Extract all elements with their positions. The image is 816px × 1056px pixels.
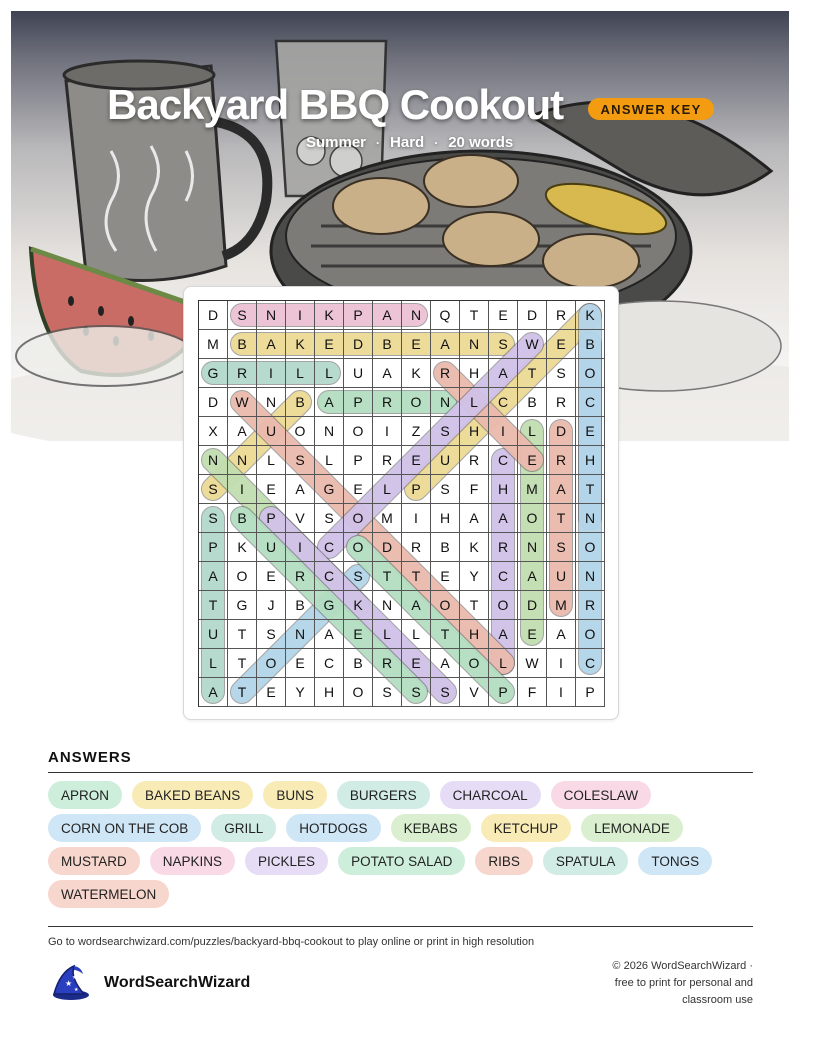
grid-cell[interactable]: O	[344, 533, 373, 562]
grid-cell[interactable]: R	[431, 359, 460, 388]
grid-cell[interactable]: I	[489, 417, 518, 446]
grid-cell[interactable]: L	[518, 417, 547, 446]
grid-cell[interactable]: S	[489, 330, 518, 359]
grid-cell[interactable]: S	[286, 446, 315, 475]
grid-cell[interactable]: D	[373, 533, 402, 562]
grid-cell[interactable]: T	[460, 591, 489, 620]
grid-cell[interactable]: X	[199, 417, 228, 446]
grid-cell[interactable]: H	[489, 475, 518, 504]
grid-cell[interactable]: A	[518, 562, 547, 591]
grid-cell[interactable]: N	[576, 562, 605, 591]
grid-cell[interactable]: B	[286, 388, 315, 417]
grid-cell[interactable]: C	[315, 649, 344, 678]
grid-cell[interactable]: G	[315, 591, 344, 620]
grid-cell[interactable]: P	[489, 678, 518, 707]
grid-cell[interactable]: K	[286, 330, 315, 359]
grid-cell[interactable]: N	[373, 591, 402, 620]
grid-cell[interactable]: R	[547, 446, 576, 475]
grid-cell[interactable]: W	[518, 330, 547, 359]
grid-cell[interactable]: S	[257, 620, 286, 649]
grid-cell[interactable]: L	[489, 649, 518, 678]
grid-cell[interactable]: U	[257, 533, 286, 562]
grid-cell[interactable]: A	[315, 620, 344, 649]
answers-list	[48, 781, 758, 908]
svg-text:★: ★	[74, 987, 79, 993]
grid-cell[interactable]: U	[199, 620, 228, 649]
grid-cell[interactable]: A	[199, 562, 228, 591]
grid-cell[interactable]: R	[228, 359, 257, 388]
grid-cell[interactable]: F	[460, 475, 489, 504]
meta-separator: ·	[434, 135, 439, 150]
word-count-label: 20 words	[448, 134, 514, 151]
grid-cell[interactable]: J	[257, 591, 286, 620]
grid-cell[interactable]: T	[373, 562, 402, 591]
grid-cell[interactable]: G	[315, 475, 344, 504]
grid-cell[interactable]: T	[228, 620, 257, 649]
grid-cell[interactable]: A	[489, 620, 518, 649]
answer-chip[interactable]: GRILL	[211, 814, 276, 842]
grid-cell[interactable]: A	[489, 504, 518, 533]
grid-cell[interactable]: B	[286, 591, 315, 620]
grid-cell[interactable]: T	[199, 591, 228, 620]
puzzle-title: Backyard BBQ Cookout	[107, 81, 564, 128]
grid-cell[interactable]: I	[257, 359, 286, 388]
grid-cell[interactable]: N	[518, 533, 547, 562]
grid-cell[interactable]: E	[518, 620, 547, 649]
difficulty-label: Hard	[390, 134, 425, 151]
grid-cell[interactable]: S	[431, 475, 460, 504]
play-online-link[interactable]: Go to wordsearchwizard.com/puzzles/backyard-bbq-cookout to play online or print in high resolution	[48, 936, 535, 948]
grid-cell[interactable]: R	[576, 591, 605, 620]
grid-cell[interactable]: E	[402, 330, 431, 359]
grid-cell[interactable]: C	[489, 446, 518, 475]
grid-cell[interactable]: N	[431, 388, 460, 417]
grid-cell[interactable]: B	[228, 504, 257, 533]
answer-chip[interactable]: HOTDOGS	[286, 814, 380, 842]
answer-chip[interactable]: KETCHUP	[481, 814, 572, 842]
copyright	[583, 958, 753, 1009]
grid-cell[interactable]: H	[460, 359, 489, 388]
grid-cell[interactable]: O	[344, 678, 373, 707]
grid-cell[interactable]: K	[460, 533, 489, 562]
grid-cell[interactable]: O	[460, 649, 489, 678]
grid-cell[interactable]: R	[373, 649, 402, 678]
grid-cell[interactable]: U	[344, 359, 373, 388]
grid-cell[interactable]: L	[373, 620, 402, 649]
grid-cell[interactable]: A	[373, 359, 402, 388]
grid-cell[interactable]: E	[257, 475, 286, 504]
grid-cell[interactable]: T	[228, 649, 257, 678]
grid-cell[interactable]: C	[315, 533, 344, 562]
grid-cell[interactable]: M	[373, 504, 402, 533]
grid-cell[interactable]: D	[518, 591, 547, 620]
grid-cell[interactable]: A	[315, 388, 344, 417]
answer-chip[interactable]: TONGS	[638, 847, 712, 875]
grid-cell[interactable]: D	[518, 301, 547, 330]
grid-cell[interactable]: E	[431, 562, 460, 591]
brand[interactable]	[48, 964, 250, 1002]
puzzle-meta	[306, 134, 513, 151]
grid-cell[interactable]: B	[518, 388, 547, 417]
grid-cell[interactable]: S	[402, 678, 431, 707]
grid-cell[interactable]: E	[402, 446, 431, 475]
grid-cell[interactable]: R	[373, 446, 402, 475]
svg-text:★: ★	[65, 979, 73, 988]
grid-cell[interactable]: S	[431, 417, 460, 446]
grid-cell[interactable]: I	[228, 475, 257, 504]
answer-chip[interactable]: CORN ON THE COB	[48, 814, 201, 842]
answer-key-badge: ANSWER KEY	[588, 98, 714, 120]
grid-cell[interactable]: Y	[460, 562, 489, 591]
grid-cell[interactable]: L	[286, 359, 315, 388]
copyright-line: free to print for personal and	[614, 977, 753, 989]
grid-cell[interactable]: D	[547, 417, 576, 446]
grid-cell[interactable]: Y	[286, 678, 315, 707]
meta-separator: ·	[376, 135, 381, 150]
grid-cell[interactable]: I	[286, 533, 315, 562]
grid-cell[interactable]: T	[402, 562, 431, 591]
grid-cell[interactable]: N	[228, 446, 257, 475]
grid-cell[interactable]: C	[576, 388, 605, 417]
grid-cell[interactable]: S	[547, 533, 576, 562]
grid-cell[interactable]: A	[460, 504, 489, 533]
grid-cell[interactable]: S	[373, 678, 402, 707]
grid-cell[interactable]: S	[431, 678, 460, 707]
grid-cell[interactable]: B	[344, 649, 373, 678]
grid-cell[interactable]: L	[257, 446, 286, 475]
grid-cell[interactable]: I	[286, 301, 315, 330]
puzzle-card	[183, 286, 619, 720]
grid-cell[interactable]: L	[315, 359, 344, 388]
answer-chip[interactable]: PICKLES	[245, 847, 328, 875]
grid-cell[interactable]: A	[489, 359, 518, 388]
grid-cell[interactable]: E	[576, 417, 605, 446]
grid-cell[interactable]: O	[228, 562, 257, 591]
grid-cell[interactable]: B	[228, 330, 257, 359]
grid-cell[interactable]: O	[518, 504, 547, 533]
grid-cell[interactable]: O	[576, 533, 605, 562]
grid-cell[interactable]: T	[518, 359, 547, 388]
grid-cell[interactable]: S	[315, 504, 344, 533]
brand-name: WordSearchWizard	[104, 974, 251, 991]
grid-cell[interactable]: K	[576, 301, 605, 330]
grid-cell[interactable]: I	[547, 678, 576, 707]
letter-grid	[198, 300, 605, 707]
grid-cell[interactable]: H	[460, 417, 489, 446]
grid-cell[interactable]: G	[199, 359, 228, 388]
grid-cell[interactable]: T	[228, 678, 257, 707]
grid-cell[interactable]: E	[286, 649, 315, 678]
grid-cell[interactable]: B	[576, 330, 605, 359]
grid-cell[interactable]: E	[344, 620, 373, 649]
grid-cell[interactable]: I	[373, 417, 402, 446]
grid-cell[interactable]: E	[489, 301, 518, 330]
grid-cell[interactable]: C	[489, 562, 518, 591]
grid-cell[interactable]: E	[518, 446, 547, 475]
grid-cell[interactable]: I	[402, 504, 431, 533]
grid-cell[interactable]: P	[344, 301, 373, 330]
theme-label: Summer	[306, 134, 367, 151]
grid-cell[interactable]: N	[460, 330, 489, 359]
grid-cell[interactable]: E	[257, 678, 286, 707]
grid-cell[interactable]: A	[547, 620, 576, 649]
answer-chip[interactable]: WATERMELON	[48, 880, 169, 908]
svg-text:★: ★	[72, 974, 78, 981]
grid-cell[interactable]: A	[402, 591, 431, 620]
grid-cell[interactable]: T	[547, 504, 576, 533]
grid-cell[interactable]: T	[576, 475, 605, 504]
grid-cell[interactable]: A	[547, 475, 576, 504]
answer-chip[interactable]: RIBS	[475, 847, 533, 875]
grid-cell[interactable]: P	[257, 504, 286, 533]
answer-chip[interactable]: LEMONADE	[581, 814, 683, 842]
grid-cell[interactable]: W	[228, 388, 257, 417]
grid-cell[interactable]: S	[199, 504, 228, 533]
grid-cell[interactable]: K	[228, 533, 257, 562]
grid-cell[interactable]: T	[431, 620, 460, 649]
grid-cell[interactable]: A	[286, 475, 315, 504]
grid-cell[interactable]: A	[431, 330, 460, 359]
grid-cell[interactable]: M	[547, 591, 576, 620]
grid-cell[interactable]: N	[402, 301, 431, 330]
grid-cell[interactable]: S	[199, 475, 228, 504]
grid-cell[interactable]: L	[460, 388, 489, 417]
answer-chip[interactable]: POTATO SALAD	[338, 847, 465, 875]
answer-chip[interactable]: BURGERS	[337, 781, 430, 809]
grid-cell[interactable]: O	[431, 591, 460, 620]
grid-cell[interactable]: H	[460, 620, 489, 649]
grid-cell[interactable]: N	[257, 301, 286, 330]
grid-cell[interactable]: B	[431, 533, 460, 562]
grid-cell[interactable]: V	[460, 678, 489, 707]
grid-cell[interactable]: W	[518, 649, 547, 678]
grid-cell[interactable]: D	[199, 388, 228, 417]
grid-cell[interactable]: B	[373, 330, 402, 359]
wizard-hat-icon	[48, 964, 90, 1002]
grid-cell[interactable]: O	[489, 591, 518, 620]
grid-cell[interactable]: A	[228, 417, 257, 446]
grid-cell[interactable]: K	[402, 359, 431, 388]
copyright-line: © 2026 WordSearchWizard ·	[612, 960, 753, 972]
grid-cell[interactable]: A	[373, 301, 402, 330]
grid-cell[interactable]: N	[286, 620, 315, 649]
grid-cell[interactable]: D	[199, 301, 228, 330]
grid-cell[interactable]: N	[576, 504, 605, 533]
grid-cell[interactable]: F	[518, 678, 547, 707]
grid-cell[interactable]: K	[344, 591, 373, 620]
grid-cell[interactable]: N	[315, 417, 344, 446]
grid-cell[interactable]: R	[547, 301, 576, 330]
grid-cell[interactable]: C	[315, 562, 344, 591]
grid-cell[interactable]: E	[257, 562, 286, 591]
grid-cell[interactable]: R	[402, 533, 431, 562]
grid-cell[interactable]: R	[460, 446, 489, 475]
grid-cell[interactable]: Q	[431, 301, 460, 330]
grid-cell[interactable]: P	[344, 388, 373, 417]
grid-cell[interactable]: K	[315, 301, 344, 330]
answers-heading: ANSWERS	[48, 749, 132, 766]
answer-chip[interactable]: BUNS	[263, 781, 327, 809]
grid-cell[interactable]: P	[576, 678, 605, 707]
grid-cell[interactable]: L	[199, 649, 228, 678]
grid-cell[interactable]: U	[431, 446, 460, 475]
grid-cell[interactable]: H	[315, 678, 344, 707]
grid-cell[interactable]: M	[199, 330, 228, 359]
copyright-line: classroom use	[682, 994, 753, 1006]
grid-cell[interactable]: U	[257, 417, 286, 446]
grid-cell[interactable]: O	[257, 649, 286, 678]
grid-cell[interactable]: H	[576, 446, 605, 475]
grid-cell[interactable]: I	[547, 649, 576, 678]
grid-cell[interactable]: O	[286, 417, 315, 446]
grid-cell[interactable]: N	[199, 446, 228, 475]
grid-cell[interactable]: A	[257, 330, 286, 359]
grid-cell[interactable]: E	[344, 475, 373, 504]
grid-cell[interactable]: A	[199, 678, 228, 707]
answer-chip[interactable]: SPATULA	[543, 847, 629, 875]
grid-cell[interactable]: L	[373, 475, 402, 504]
grid-cell[interactable]: R	[286, 562, 315, 591]
grid-cell[interactable]: R	[547, 388, 576, 417]
grid-cell[interactable]: S	[228, 301, 257, 330]
puzzle-grid-wrap	[198, 300, 604, 706]
grid-cell[interactable]: S	[547, 359, 576, 388]
grid-cell[interactable]: U	[547, 562, 576, 591]
grid-cell[interactable]: O	[344, 417, 373, 446]
grid-cell[interactable]: P	[402, 475, 431, 504]
grid-cell[interactable]: N	[257, 388, 286, 417]
grid-cell[interactable]: M	[518, 475, 547, 504]
grid-cell[interactable]: S	[344, 562, 373, 591]
grid-cell[interactable]: L	[402, 620, 431, 649]
grid-cell[interactable]: G	[228, 591, 257, 620]
grid-cell[interactable]: H	[431, 504, 460, 533]
grid-cell[interactable]: E	[402, 649, 431, 678]
grid-cell[interactable]: Z	[402, 417, 431, 446]
grid-cell[interactable]: R	[489, 533, 518, 562]
grid-cell[interactable]: E	[315, 330, 344, 359]
grid-cell[interactable]: O	[576, 620, 605, 649]
grid-cell[interactable]: D	[344, 330, 373, 359]
grid-cell[interactable]: L	[315, 446, 344, 475]
grid-cell[interactable]: T	[460, 301, 489, 330]
answer-chip[interactable]: CHARCOAL	[440, 781, 541, 809]
grid-cell[interactable]: O	[344, 504, 373, 533]
grid-cell[interactable]: C	[576, 649, 605, 678]
grid-cell[interactable]: R	[373, 388, 402, 417]
grid-cell[interactable]: C	[489, 388, 518, 417]
answer-chip[interactable]: NAPKINS	[150, 847, 235, 875]
grid-cell[interactable]: V	[286, 504, 315, 533]
grid-cell[interactable]: P	[344, 446, 373, 475]
grid-cell[interactable]: O	[576, 359, 605, 388]
footer-divider	[48, 926, 753, 927]
answer-chip[interactable]: APRON	[48, 781, 122, 809]
grid-cell[interactable]: P	[199, 533, 228, 562]
answer-chip[interactable]: KEBABS	[391, 814, 471, 842]
answer-chip[interactable]: BAKED BEANS	[132, 781, 253, 809]
answers-divider	[48, 772, 753, 773]
grid-cell[interactable]: A	[431, 649, 460, 678]
answer-chip[interactable]: MUSTARD	[48, 847, 140, 875]
grid-cell[interactable]: E	[547, 330, 576, 359]
answer-chip[interactable]: COLESLAW	[551, 781, 652, 809]
grid-cell[interactable]: O	[402, 388, 431, 417]
